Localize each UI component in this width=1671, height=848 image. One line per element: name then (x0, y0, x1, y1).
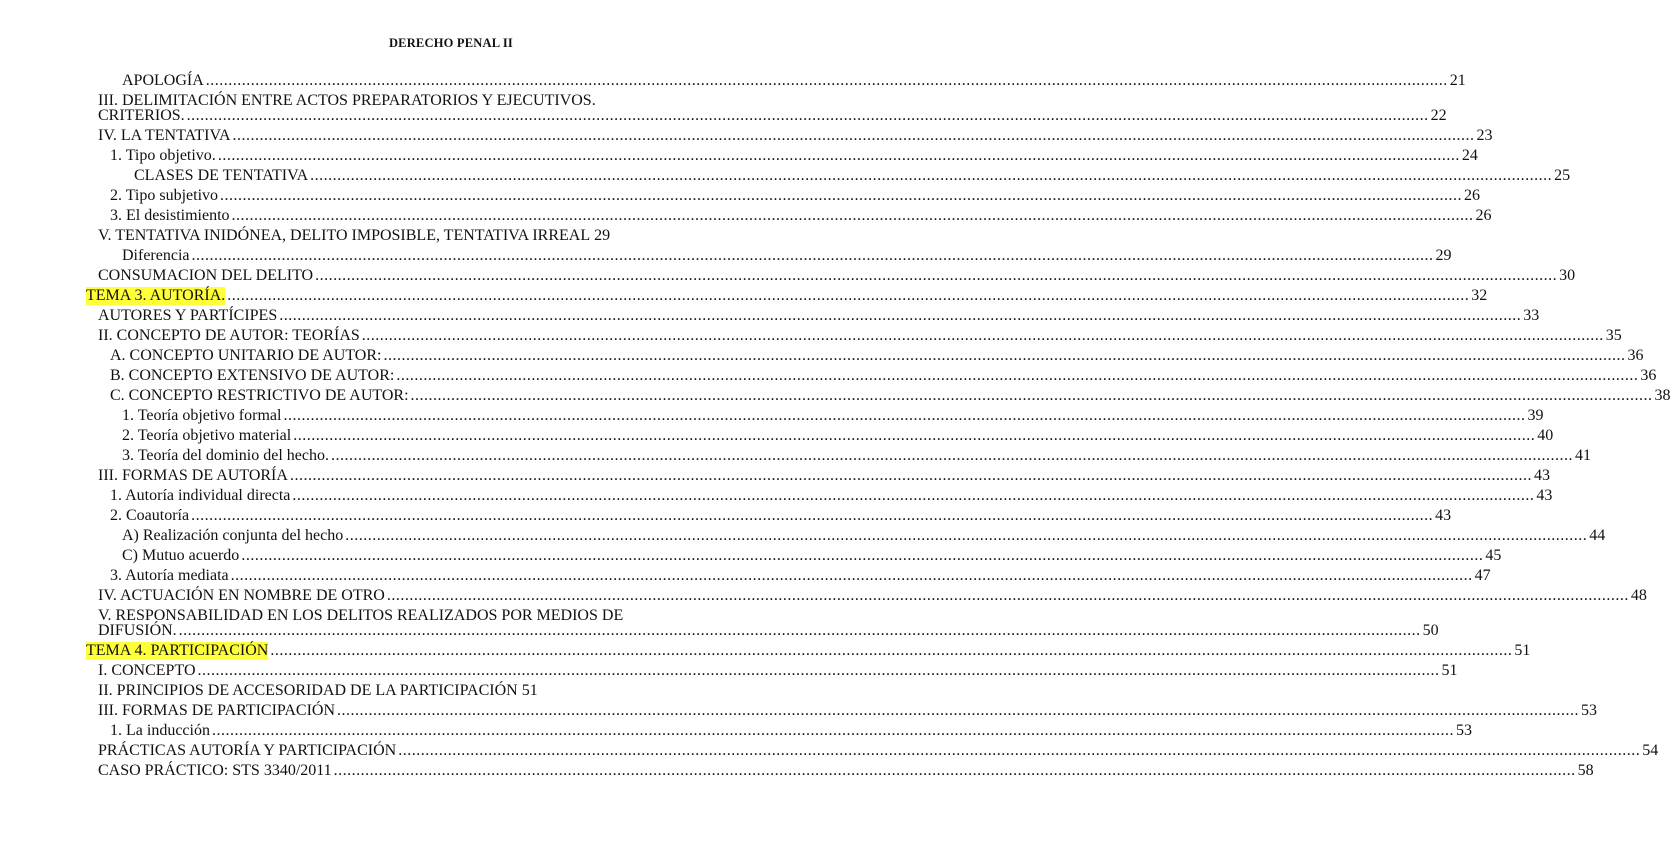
toc-leader (315, 267, 1557, 285)
toc-page-number: 45 (1485, 547, 1502, 564)
toc-entry-label: 3. El desistimiento (110, 207, 230, 224)
toc-entry[interactable] (110, 387, 1671, 405)
toc-entry[interactable] (98, 227, 611, 245)
toc-leader (334, 762, 1576, 780)
toc-page-number: 51 (521, 682, 538, 699)
toc-page-number: 24 (1461, 147, 1478, 164)
toc-entry[interactable] (86, 642, 1531, 660)
toc-page-number: 30 (1559, 267, 1576, 284)
toc-page-number: 43 (1533, 467, 1550, 484)
toc-page-number: 23 (1476, 127, 1493, 144)
toc-entry[interactable] (98, 742, 1659, 760)
toc-leader (362, 327, 1604, 345)
toc-leader (241, 547, 1483, 565)
toc-page-number: 36 (1627, 347, 1644, 364)
toc-entry-label: CRITERIOS. (98, 107, 185, 124)
toc-entry[interactable] (110, 207, 1492, 225)
toc-entry[interactable] (98, 107, 1447, 125)
toc-entry-label: CASO PRÁCTICO: STS 3340/2011 (98, 762, 332, 779)
toc-page-number: 21 (1449, 72, 1466, 89)
toc-entry[interactable] (98, 682, 538, 700)
toc-leader (206, 72, 1448, 90)
toc-entry-wrapped-line[interactable]: V. RESPONSABILIDAD EN LOS DELITOS REALIZADOS POR MEDIOS DE (98, 607, 624, 624)
toc-entry-label: 2. Teoría objetivo material (122, 427, 292, 444)
toc-entry-label: III. FORMAS DE PARTICIPACIÓN (98, 702, 336, 719)
toc-entry[interactable] (122, 407, 1544, 425)
toc-leader (220, 187, 1462, 205)
toc-leader (212, 722, 1454, 740)
toc-entry-label: IV. ACTUACIÓN EN NOMBRE DE OTRO (98, 587, 385, 604)
toc-leader (283, 407, 1525, 425)
toc-entry[interactable] (98, 127, 1493, 145)
toc-page-number: 54 (1642, 742, 1659, 759)
toc-leader (233, 127, 1475, 145)
toc-entry-label: AUTORES Y PARTÍCIPES (98, 307, 278, 324)
toc-entry[interactable] (122, 427, 1554, 445)
toc-entry[interactable] (122, 247, 1452, 265)
toc-entry[interactable] (98, 622, 1439, 640)
toc-entry-label: PRÁCTICAS AUTORÍA Y PARTICIPACIÓN (98, 742, 397, 759)
toc-leader (279, 307, 1521, 325)
toc-entry-label: CONSUMACION DEL DELITO (98, 267, 314, 284)
toc-entry[interactable] (98, 467, 1550, 485)
toc-entry-label: 1. Teoría objetivo formal (122, 407, 282, 424)
toc-entry-label: APOLOGÍA (122, 72, 204, 89)
toc-leader (310, 167, 1552, 185)
toc-page-number: 43 (1536, 487, 1553, 504)
toc-page-number: 29 (594, 227, 611, 244)
toc-leader (218, 147, 1460, 165)
toc-page-number: 48 (1630, 587, 1647, 604)
toc-page-number: 41 (1574, 447, 1591, 464)
toc-entry-label: III. FORMAS DE AUTORÍA (98, 467, 288, 484)
toc-page-number: 51 (1441, 662, 1458, 679)
toc-leader (292, 487, 1534, 505)
toc-page-number: 29 (1435, 247, 1452, 264)
toc-entry-label: 1. Tipo objetivo. (110, 147, 216, 164)
toc-page-number: 22 (1430, 107, 1447, 124)
toc-entry-label: 1. La inducción (110, 722, 210, 739)
toc-page-number: 25 (1554, 167, 1571, 184)
toc-entry[interactable] (110, 487, 1553, 505)
toc-leader (396, 367, 1638, 385)
toc-entry[interactable] (122, 547, 1502, 565)
toc-page-number: 53 (1581, 702, 1598, 719)
toc-leader (383, 347, 1625, 365)
toc-entry-label: A. CONCEPTO UNITARIO DE AUTOR: (110, 347, 382, 364)
toc-entry-label: II. PRINCIPIOS DE ACCESORIDAD DE LA PARTICIPACIÓN (98, 682, 518, 699)
toc-leader (270, 642, 1512, 660)
toc-page-number: 35 (1605, 327, 1622, 344)
toc-entry-label: 3. Teoría del dominio del hecho. (122, 447, 329, 464)
toc-entry-label: DIFUSIÓN. (98, 622, 177, 639)
toc-entry-label: I. CONCEPTO (98, 662, 196, 679)
toc-leader (227, 287, 1469, 305)
toc-page-number: 38 (1654, 387, 1671, 404)
toc-leader (231, 567, 1473, 585)
toc-entry[interactable] (110, 367, 1657, 385)
toc-leader (192, 247, 1434, 265)
toc-page-number: 26 (1475, 207, 1492, 224)
toc-leader (187, 107, 1429, 125)
toc-page-number: 36 (1640, 367, 1657, 384)
toc-entry[interactable] (98, 762, 1594, 780)
toc-entry-label: IV. LA TENTATIVA (98, 127, 231, 144)
toc-leader (345, 527, 1587, 545)
toc-entry[interactable] (98, 327, 1622, 345)
toc-leader (232, 207, 1474, 225)
toc-entry[interactable] (98, 307, 1540, 325)
toc-entry[interactable] (110, 722, 1472, 740)
toc-entry[interactable] (110, 187, 1481, 205)
toc-entry-label: 2. Tipo subjetivo (110, 187, 219, 204)
page-header: DERECHO PENAL II (388, 36, 513, 50)
toc-page-number: 58 (1577, 762, 1594, 779)
toc-page-number: 39 (1527, 407, 1544, 424)
toc-leader (198, 662, 1440, 680)
toc-entry-label: C. CONCEPTO RESTRICTIVO DE AUTOR: (110, 387, 409, 404)
toc-entry-label-highlighted: TEMA 3. AUTORÍA. (86, 287, 226, 304)
toc-leader (411, 387, 1653, 405)
toc-leader (337, 702, 1579, 720)
toc-page-number: 33 (1523, 307, 1540, 324)
toc-entry-label: 2. Coautoría (110, 507, 190, 524)
toc-entry[interactable] (122, 72, 1466, 90)
toc-entry[interactable] (98, 587, 1647, 605)
toc-entry-label: 1. Autoría individual directa (110, 487, 291, 504)
toc-entry-label-highlighted: TEMA 4. PARTICIPACIÓN (86, 642, 269, 659)
toc-entry-label: B. CONCEPTO EXTENSIVO DE AUTOR: (110, 367, 395, 384)
toc-leader (191, 507, 1433, 525)
toc-leader (179, 622, 1421, 640)
toc-entry[interactable] (98, 702, 1598, 720)
toc-leader (293, 427, 1535, 445)
toc-entry[interactable] (110, 147, 1478, 165)
toc-entry[interactable] (134, 167, 1571, 185)
toc-leader (398, 742, 1640, 760)
toc-entry-label: C) Mutuo acuerdo (122, 547, 240, 564)
toc-entry[interactable] (110, 507, 1452, 525)
toc-entry-label: V. TENTATIVA INIDÓNEA, DELITO IMPOSIBLE, TENTATIVA IRREAL (98, 227, 591, 244)
toc-entry-label: A) Realización conjunta del hecho (122, 527, 344, 544)
toc-leader (387, 587, 1629, 605)
toc-entry[interactable] (86, 287, 1488, 305)
toc-page-number: 51 (1514, 642, 1531, 659)
toc-entry[interactable] (110, 347, 1644, 365)
toc-page-number: 40 (1537, 427, 1554, 444)
toc-page-number: 44 (1589, 527, 1606, 544)
toc-page-number: 53 (1455, 722, 1472, 739)
toc-entry[interactable] (110, 567, 1491, 585)
toc-entry-wrapped-line[interactable]: III. DELIMITACIÓN ENTRE ACTOS PREPARATORIOS Y EJECUTIVOS. (98, 92, 596, 109)
toc-entry-label: II. CONCEPTO DE AUTOR: TEORÍAS (98, 327, 360, 344)
toc-entry-label: CLASES DE TENTATIVA (134, 167, 309, 184)
toc-entry[interactable] (122, 447, 1591, 465)
toc-entry[interactable] (98, 662, 1458, 680)
toc-leader (290, 467, 1532, 485)
toc-entry-label: 3. Autoría mediata (110, 567, 229, 584)
toc-page-number: 26 (1464, 187, 1481, 204)
toc-page-number: 50 (1422, 622, 1439, 639)
toc-entry[interactable] (98, 267, 1576, 285)
toc-page-number: 32 (1471, 287, 1488, 304)
toc-page-number: 47 (1474, 567, 1491, 584)
toc-page-number: 43 (1435, 507, 1452, 524)
toc-leader (331, 447, 1573, 465)
toc-entry-label: Diferencia (122, 247, 190, 264)
toc-entry[interactable] (122, 527, 1606, 545)
